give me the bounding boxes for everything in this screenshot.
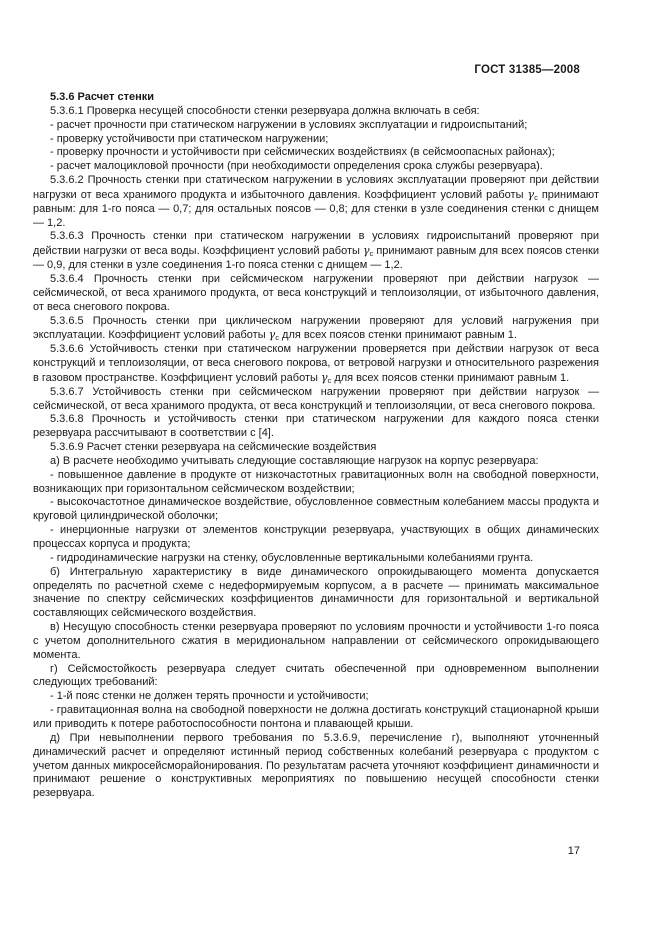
paragraph-5369: 5.3.6.9 Расчет стенки резервуара на сейсмические воздействия	[50, 441, 377, 454]
gamma-symbol: γ	[320, 370, 328, 384]
paragraph-5365: 5.3.6.5 Прочность стенки при циклическом нагружении проверяют для условий нагружения при эксплуатации. Коэффициент условий работы $\gamma_с$ для всех поясов стенки принимают равным 1.	[33, 314, 599, 343]
running-header: ГОСТ 31385—2008	[474, 64, 580, 76]
paragraph-5368: 5.3.6.8 Прочность и устойчивость стенки при статическом нагружении для каждого пояса стенки резервуара рассчитывают в соответствии с [4].	[33, 413, 599, 440]
paragraph-5366: 5.3.6.6 Устойчивость стенки при статическом нагружении проверяется при действии нагрузок от веса конструкций и теплоизоляции, от веса снегового покрова, от ветровой нагрузки и относительного разрежения в газовом пространстве. Коэффициент условий работы $\gamma_с$ для всех поясов стенки принимают равным 1.	[33, 343, 599, 385]
list-item: - расчет прочности при статическом нагружении в условиях эксплуатации и гидроиспытаний;	[50, 118, 528, 131]
paragraph-item-v: в) Несущую способность стенки резервуара проверяют по условиям прочности и устойчивости 1-го пояса с учетом дополнительного сжатия в меридиональном направлении от сейсмического опрокидывающего момента.	[33, 621, 599, 661]
paragraph-item-b: б) Интегральную характеристику в виде динамического опрокидывающего момента допускается определять по расчетной схеме с недеформируемым корпусом, а в расчете — принимать максимальное значение по спектру сейсмических коэффициентов динамичности для горизонтальной и вертикальной составляющих сейсмического воздействия.	[33, 565, 599, 620]
coef-subscript: с	[369, 249, 374, 259]
list-item: - расчет малоцикловой прочности (при необходимости определения срока службы резервуара).	[50, 160, 543, 173]
list-item: - инерционные нагрузки от элементов конструкции резервуара, участвующих в общих динамических процессах корпуса и продукта;	[33, 524, 599, 550]
list-item: - повышенное давление в продукте от низкочастотных гравитационных волн на свободной поверхности, возникающих при горизонтальном сейсмическом воздействии;	[33, 468, 599, 495]
gamma-symbol: γ	[268, 328, 276, 342]
page-number: 17	[567, 845, 580, 857]
paragraph-item-g: г) Сейсмостойкость резервуара следует считать обеспеченной при одновременном выполнении следующих требований:	[33, 662, 599, 689]
list-item: - гидродинамические нагрузки на стенку, обусловленные вертикальными колебаниями грунта.	[50, 551, 534, 564]
gamma-symbol: γ	[362, 244, 370, 258]
list-item: - 1-й пояс стенки не должен терять прочности и устойчивости;	[50, 690, 369, 703]
document-content	[33, 91, 599, 801]
paragraph-5363: 5.3.6.3 Прочность стенки при статическом нагружении в условиях гидроиспытаний проверяют при действии нагрузки от веса воды. Коэффициент условий работы $\gamma_с$ принимают равным для всех поясов стенки — 0,9, для стенки в узле соединения 1-го пояса стенки с днищем — 1,2.	[33, 230, 599, 272]
paragraph-item-a: а) В расчете необходимо учитывать следующие составляющие нагрузок на корпус резервуара:	[50, 454, 539, 467]
coef-subscript: с	[327, 375, 332, 385]
coef-subscript: с	[275, 333, 279, 343]
paragraph-5362: 5.3.6.2 Прочность стенки при статическом нагружении в условиях эксплуатации проверяют при действии нагрузки от веса хранимого продукта и избыточного давления. Коэффициент условий работы $\gamma_с$ принимают равным: для 1-го пояса — 0,7; для остальных поясов — 0,8; для стенки в узле соединения стенки с днищем — 1,2.	[33, 174, 599, 229]
paragraph-5367: 5.3.6.7 Устойчивость стенки при сейсмическом нагружении проверяют при действии нагрузок — сейсмической, от веса хранимого продукта, от веса конструкций и теплоизоляции, от веса снегового покрова.	[33, 385, 599, 412]
list-item: - гравитационная волна на свободной поверхности не должна достигать конструкций стационарной крыши или приводить к потере работоспособности понтона и плавающей крыши.	[33, 704, 599, 730]
section-heading: 5.3.6 Расчет стенки	[50, 91, 155, 103]
paragraph-item-d: д) При невыполнении первого требования по 5.3.6.9, перечисление г), выполняют уточненный динамический расчет и определяют истинный период собственных колебаний резервуара с продуктом с учетом данных микросейсморайонирования. По результатам расчета уточняют коэффициент динамичности и принимают решение о конструктивных мероприятиях по повышению несущей способности стенки резервуара.	[33, 731, 599, 800]
coef-subscript: с	[534, 192, 538, 202]
list-item: - проверку прочности и устойчивости при сейсмических воздействиях (в сейсмоопасных районах);	[50, 146, 555, 159]
list-item: - высокочастотное динамическое воздействие, обусловленное совместным колебанием массы продукта и круговой цилиндрической оболочки;	[33, 496, 599, 523]
list-item: - проверку устойчивости при статическом нагружении;	[50, 132, 329, 145]
paragraph-5364: 5.3.6.4 Прочность стенки при сейсмическом нагружении проверяют при действии нагрузок — сейсмической, от веса хранимого продукта, от веса конструкций и теплоизоляции, от избыточного давления, от веса снегового покрова.	[33, 272, 599, 313]
gamma-symbol: γ	[527, 187, 535, 201]
paragraph-5361: 5.3.6.1 Проверка несущей способности стенки резервуара должна включать в себя:	[50, 104, 480, 117]
